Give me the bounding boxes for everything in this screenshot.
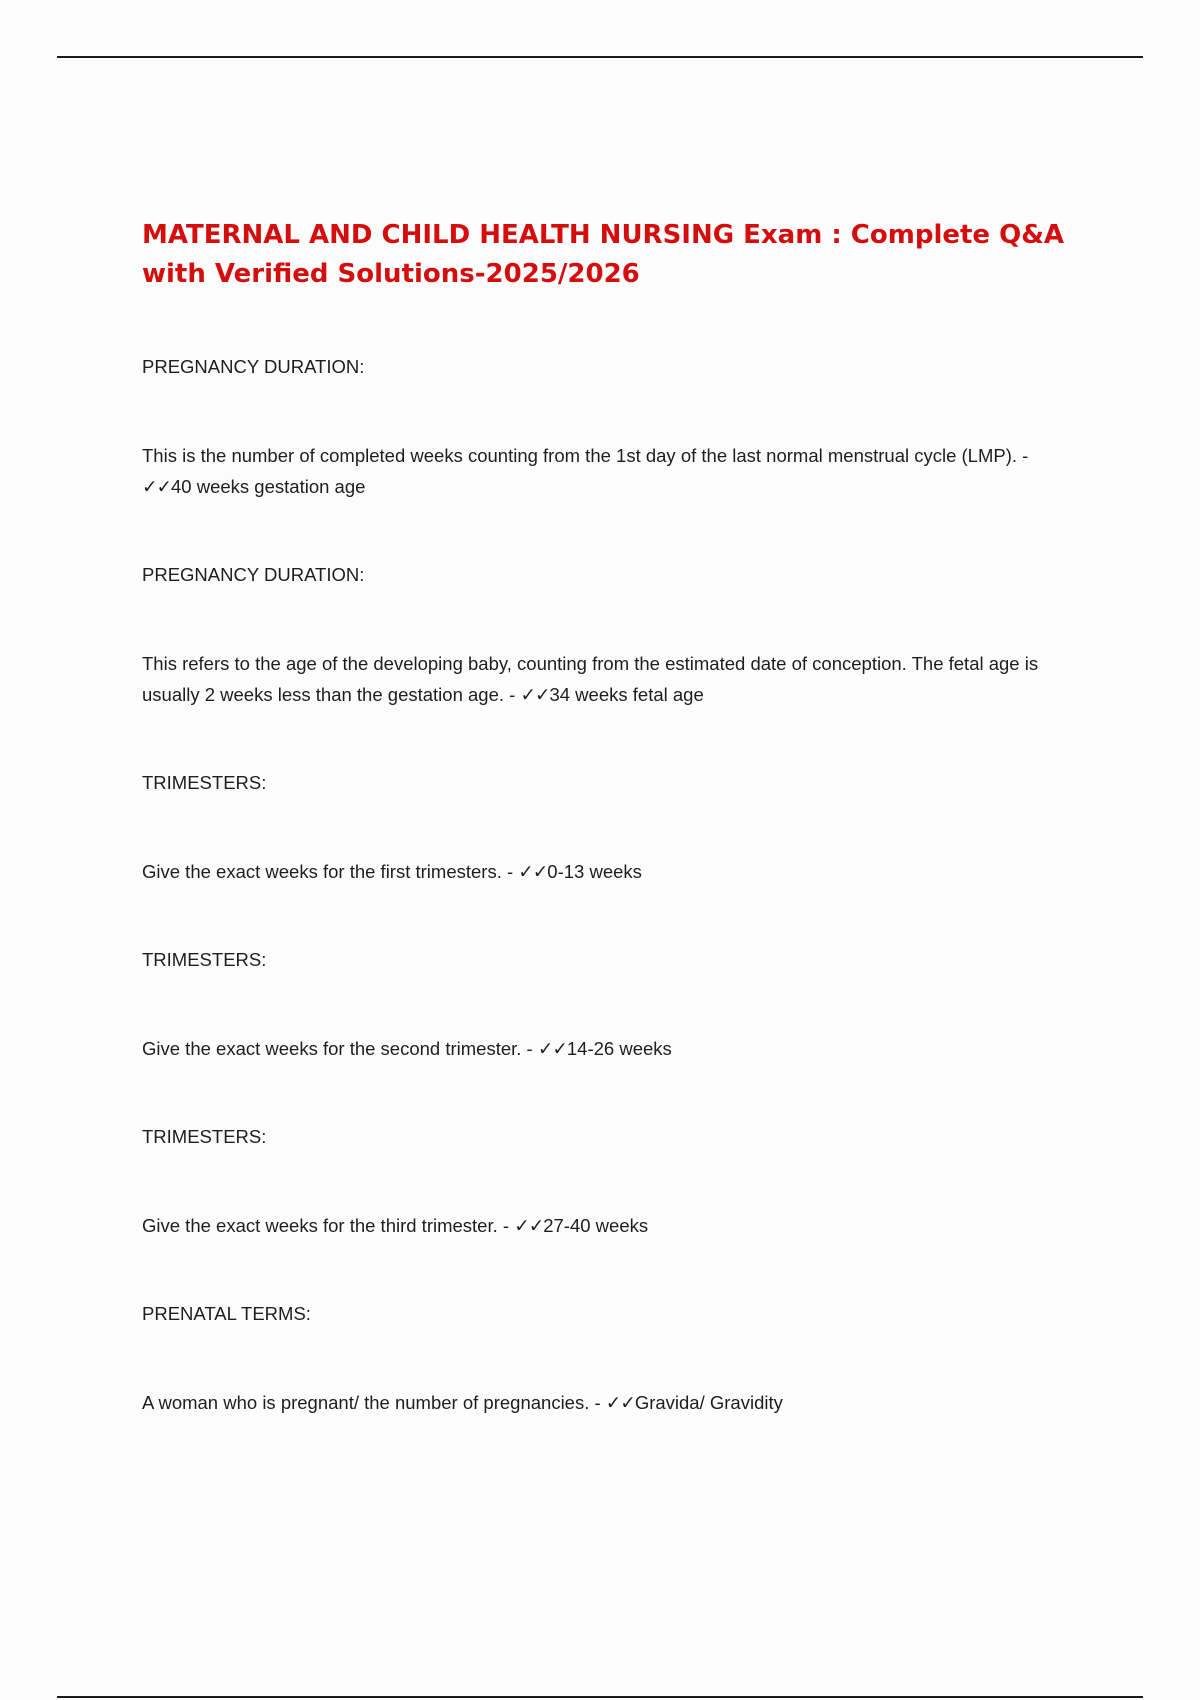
entry-heading: TRIMESTERS: <box>142 949 267 970</box>
qa-list <box>142 351 1067 1418</box>
bottom-rule <box>57 1696 1143 1698</box>
entry-heading: PREGNANCY DURATION: <box>142 356 365 377</box>
qa-item <box>142 1210 1067 1241</box>
check-icon: ✓✓ <box>605 1392 635 1413</box>
qa-item <box>142 1033 1067 1064</box>
entry-heading: PRENATAL TERMS: <box>142 1303 311 1324</box>
qa-item <box>142 856 1067 887</box>
answer-text: 14-26 weeks <box>566 1038 672 1059</box>
check-icon: ✓✓ <box>514 1215 544 1236</box>
question-text: Give the exact weeks for the third trimester. - <box>142 1215 515 1236</box>
check-icon: ✓✓ <box>537 1038 567 1059</box>
answer-text: 34 weeks fetal age <box>549 684 704 705</box>
top-rule <box>57 56 1143 58</box>
qa-item <box>142 440 1067 502</box>
answer-text: 0-13 weeks <box>547 861 642 882</box>
answer-text: Gravida/ Gravidity <box>634 1392 783 1413</box>
qa-item <box>142 1387 1067 1418</box>
question-text: A woman who is pregnant/ the number of pregnancies. - <box>142 1392 606 1413</box>
question-text: Give the exact weeks for the second trimester. - <box>142 1038 538 1059</box>
qa-item <box>142 648 1067 710</box>
question-text: This is the number of completed weeks counting from the 1st day of the last normal menstrual cycle (LMP). - <box>142 445 1029 466</box>
answer-text: 40 weeks gestation age <box>171 476 366 497</box>
question-text: Give the exact weeks for the first trimesters. - <box>142 861 519 882</box>
question-text: This refers to the age of the developing baby, counting from the estimated date of conception. The fetal age is usually 2 weeks less than the gestation age. - <box>142 653 1039 705</box>
entry-heading: TRIMESTERS: <box>142 1126 267 1147</box>
answer-text: 27-40 weeks <box>543 1215 649 1236</box>
document-title: MATERNAL AND CHILD HEALTH NURSING Exam : Complete Q&A with Verified Solutions-2025/2026 <box>142 220 1064 289</box>
check-icon: ✓✓ <box>142 476 172 497</box>
entry-heading: TRIMESTERS: <box>142 772 267 793</box>
check-icon: ✓✓ <box>518 861 548 882</box>
check-icon: ✓✓ <box>520 684 550 705</box>
entry-heading: PREGNANCY DURATION: <box>142 564 365 585</box>
